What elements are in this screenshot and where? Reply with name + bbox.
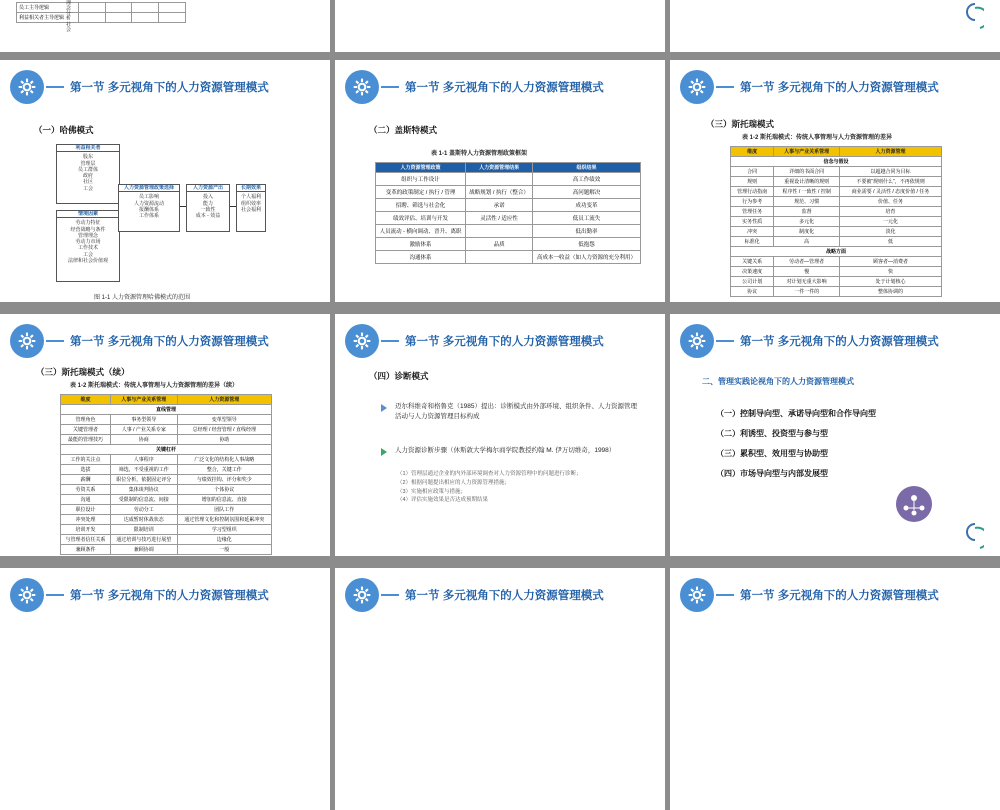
table-cell: 沟通体系 bbox=[376, 251, 466, 264]
storey-table: 维度 人事与产业关系管理 人力资源管理 信念与假设 合同 详细的书面合同 以超越合同为目标 规则 重视设计清晰的规则 不要被“规则什么”，不再依规则 管理行动指南 程序性 / 一致性 / 控制 商业需要 / 灵活性 / 态度价值 / 任务 行为参考 规范、习惯 价值、任务 管理任务 监督 培育 实务性质 多元化 一元化 冲突 制度化 淡化 标准化 高 低 战略方面 关键关系 劳动者—管理者 顾客者—消费者 决策速度 慢 快 公司计划 对计划无重大影响 处于计划核心 协议 一件一件的 整体协调的 bbox=[730, 146, 942, 297]
table-row bbox=[731, 167, 942, 177]
table-cell bbox=[466, 225, 533, 238]
box-stakeholders: 利益相关者 股东 管理层 员工群体 政府 社区 工会 bbox=[56, 144, 120, 204]
table-cell: 与管理者信任关系 bbox=[61, 535, 111, 545]
slide-header-title: 第一节 多元视角下的人力资源管理模式 bbox=[740, 336, 939, 348]
slide-thumbnail-partial-4[interactable] bbox=[0, 568, 330, 810]
table-row bbox=[61, 525, 272, 535]
slide-thumbnail-storey[interactable] bbox=[670, 60, 1000, 302]
table-cell: 事务型领导 bbox=[110, 415, 177, 425]
table-cell: 对计划无重大影响 bbox=[774, 277, 840, 287]
logo-icon bbox=[966, 522, 984, 552]
table-cell: 关键管理者 bbox=[61, 425, 111, 435]
table-cell: 薪酬 bbox=[61, 475, 111, 485]
table-cell bbox=[466, 173, 533, 186]
table-cell: 制度化 bbox=[774, 227, 840, 237]
triangle-bullet-icon bbox=[381, 404, 387, 412]
gear-icon bbox=[680, 70, 714, 104]
table-cell: 规范、习惯 bbox=[774, 197, 840, 207]
table-row bbox=[731, 287, 942, 297]
table-cell: 人事程序 bbox=[110, 455, 177, 465]
slide-header-title: 第一节 多元视角下的人力资源管理模式 bbox=[70, 82, 269, 94]
table-row bbox=[61, 455, 272, 465]
table-cell: 增加的信息流、直接 bbox=[177, 495, 271, 505]
table-cell: 高 bbox=[774, 237, 840, 247]
table-row bbox=[61, 545, 272, 555]
table-cell: 筛选，不受重视的工作 bbox=[110, 465, 177, 475]
section-subtitle: （三）斯托瑞模式 bbox=[706, 119, 775, 129]
table-cell: 低抱怨 bbox=[533, 238, 641, 251]
table-cell: 人事 / 产业关系专家 bbox=[110, 425, 177, 435]
table-cell: 变革的政策制定 / 执行 / 管理 bbox=[376, 186, 466, 199]
table-cell: 职位分析，依据固定评分 bbox=[110, 475, 177, 485]
table-section-row: 直线管理 bbox=[61, 405, 272, 415]
section-subtitle: （一）哈佛模式 bbox=[34, 125, 94, 135]
slide-thumbnail-harvard[interactable] bbox=[0, 60, 330, 302]
gear-icon bbox=[680, 578, 714, 612]
table-cell: 限制培训 bbox=[110, 525, 177, 535]
table-row bbox=[731, 267, 942, 277]
table-cell: 一件一件的 bbox=[774, 287, 840, 297]
slide-header-title: 第一节 多元视角下的人力资源管理模式 bbox=[405, 82, 604, 94]
table-row bbox=[376, 251, 641, 264]
table-cell: 商业需要 / 灵活性 / 态度价值 / 任务 bbox=[840, 187, 942, 197]
slide-header-title: 第一节 多元视角下的人力资源管理模式 bbox=[405, 336, 604, 348]
table-cell: 战略规划 / 执行（整合） bbox=[466, 186, 533, 199]
partial-vertical-label: 理念分析 社会 bbox=[65, 0, 71, 32]
table-cell: 个体协议 bbox=[177, 485, 271, 495]
triangle-bullet-icon bbox=[381, 448, 387, 456]
section-title: 二、管理实践论视角下的人力资源管理模式 bbox=[702, 377, 854, 386]
table-row bbox=[731, 177, 942, 187]
table-cell bbox=[466, 251, 533, 264]
table-caption: 表 1-1 盖斯特人力资源管理政策框架 bbox=[431, 151, 528, 157]
gear-icon bbox=[345, 578, 379, 612]
table-section-row: 战略方面 bbox=[731, 247, 942, 257]
box-hr-outcomes: 人力资源产出 投入 能力 一致性 成本 - 效益 bbox=[186, 184, 230, 232]
table-row bbox=[376, 225, 641, 238]
box-long-term: 长期效果 个人福利 组织效率 社会福利 bbox=[236, 184, 266, 232]
table-cell: 人员流动 - 横向调动、晋升、离职 bbox=[376, 225, 466, 238]
table-cell: 程序性 / 一致性 / 控制 bbox=[774, 187, 840, 197]
slide-thumbnail-guest[interactable] bbox=[335, 60, 665, 302]
table-cell: 学习型组织 bbox=[177, 525, 271, 535]
section-subtitle: （四）诊断模式 bbox=[369, 371, 429, 381]
box-situational-factors: 情境因素 劳动力特征 经营战略与条件 管理理念 劳动力市场 工作技术 工会 法律和社会价值观 bbox=[56, 210, 120, 282]
table-row bbox=[731, 187, 942, 197]
table-cell: 变革型领导 bbox=[177, 415, 271, 425]
table-cell: 整合，关键工作 bbox=[177, 465, 271, 475]
table-cell: 处于计划核心 bbox=[840, 277, 942, 287]
slide-thumbnail-partial-1[interactable] bbox=[0, 0, 330, 52]
table-cell: 品质 bbox=[466, 238, 533, 251]
people-network-icon bbox=[894, 484, 934, 524]
table-cell: 冲突 bbox=[731, 227, 774, 237]
table-cell: 监督 bbox=[774, 207, 840, 217]
table-row bbox=[731, 207, 942, 217]
section-subtitle: （二）盖斯特模式 bbox=[369, 125, 438, 135]
table-row bbox=[61, 505, 272, 515]
table-row bbox=[731, 217, 942, 227]
table-section-row: 关键杠杆 bbox=[61, 445, 272, 455]
table-cell: 受限制的信息流、间接 bbox=[110, 495, 177, 505]
table-row bbox=[61, 415, 272, 425]
table-cell: 不要被“规则什么”，不再依规则 bbox=[840, 177, 942, 187]
table-cell: 灵活性 / 适应性 bbox=[466, 212, 533, 225]
table-row bbox=[61, 465, 272, 475]
table-cell: 重视设计清晰的规则 bbox=[774, 177, 840, 187]
table-cell: 价值、任务 bbox=[840, 197, 942, 207]
table-row bbox=[61, 515, 272, 525]
table-row bbox=[731, 257, 942, 267]
gear-icon bbox=[10, 70, 44, 104]
table-row bbox=[61, 435, 272, 445]
table-row bbox=[731, 197, 942, 207]
table-cell: 关键关系 bbox=[731, 257, 774, 267]
table-row bbox=[376, 212, 641, 225]
table-row bbox=[376, 238, 641, 251]
logo-icon bbox=[966, 2, 984, 32]
table-cell: 选拔 bbox=[61, 465, 111, 475]
table-caption: 表 1-2 斯托瑞模式：传统人事管理与人力资源管理的差异 bbox=[742, 135, 893, 141]
table-cell: 以超越合同为目标 bbox=[840, 167, 942, 177]
table-cell: 决策速度 bbox=[731, 267, 774, 277]
gear-icon bbox=[10, 578, 44, 612]
slide-header-title: 第一节 多元视角下的人力资源管理模式 bbox=[70, 336, 269, 348]
table-cell: 组织与工作设计 bbox=[376, 173, 466, 186]
slide-header-title: 第一节 多元视角下的人力资源管理模式 bbox=[740, 590, 939, 602]
table-cell: 边缘化 bbox=[177, 535, 271, 545]
table-row bbox=[376, 199, 641, 212]
table-cell: 高问题解决 bbox=[533, 186, 641, 199]
bullet-1: 迈尔科维奇和格鲁克（1985）提出：诊断模式由外部环境、组织条件、人力资源管理活动与人力资源管理目标构成 bbox=[381, 402, 637, 422]
practice-item-1: （一）控制导向型、承诺导向型和合作导向型 bbox=[716, 409, 876, 418]
slide-thumbnail-partial-2[interactable] bbox=[335, 0, 665, 52]
table-cell: 招聘、筛选与社会化 bbox=[376, 199, 466, 212]
table-cell: 劳资关系 bbox=[61, 485, 111, 495]
table-cell: 多元化 bbox=[774, 217, 840, 227]
practice-item-4: （四）市场导向型与内部发展型 bbox=[716, 469, 828, 478]
box-hrm-policy: 人力资源管理政策选择 员工影响 人力资源流动 报酬体系 工作体系 bbox=[118, 184, 180, 232]
table-cell: 培育 bbox=[840, 207, 942, 217]
table-cell: 低出勤率 bbox=[533, 225, 641, 238]
table-cell: 管理角色 bbox=[61, 415, 111, 425]
table-cell: 快 bbox=[840, 267, 942, 277]
table-cell: 一元化 bbox=[840, 217, 942, 227]
table-cell: 整体协调的 bbox=[840, 287, 942, 297]
table-cell: 慢 bbox=[774, 267, 840, 277]
table-cell: 培训开发 bbox=[61, 525, 111, 535]
table-cell: 沟通 bbox=[61, 495, 111, 505]
table-row bbox=[61, 535, 272, 545]
table-row bbox=[61, 495, 272, 505]
gear-icon bbox=[680, 324, 714, 358]
table-cell: 达成暂时休战状态 bbox=[110, 515, 177, 525]
table-row bbox=[61, 475, 272, 485]
bullet-2: 人力资源诊断步骤（休斯敦大学梅尔商学院教授约翰 M. 伊万切维奇，1998） bbox=[381, 446, 637, 456]
practice-item-3: （三）累积型、效用型与协助型 bbox=[716, 449, 828, 458]
table-cell: 协商 bbox=[110, 435, 177, 445]
table-cell: 一般 bbox=[177, 545, 271, 555]
partial-row-2: 利益相关者主导逻辑 bbox=[17, 13, 79, 23]
table-cell: 劳动者—管理者 bbox=[774, 257, 840, 267]
table-cell: 低员工流失 bbox=[533, 212, 641, 225]
table-cell: 合同 bbox=[731, 167, 774, 177]
table-cell: 顾客者—消费者 bbox=[840, 257, 942, 267]
table-cell: 行为参考 bbox=[731, 197, 774, 207]
table-cell: 成功变革 bbox=[533, 199, 641, 212]
table-cell: 与绩效挂钩、评分和奖少 bbox=[177, 475, 271, 485]
table-cell: 低 bbox=[840, 237, 942, 247]
slide-thumbnail-partial-6[interactable] bbox=[670, 568, 1000, 810]
table-cell: 承诺 bbox=[466, 199, 533, 212]
table-cell: 管理行动指南 bbox=[731, 187, 774, 197]
table-cell: 绩效评估、培训与开发 bbox=[376, 212, 466, 225]
table-cell: 通过培训与技巧进行展望 bbox=[110, 535, 177, 545]
table-cell: 详细的书面合同 bbox=[774, 167, 840, 177]
section-subtitle: （三）斯托瑞模式（续） bbox=[36, 367, 130, 377]
table-cell: 管理任务 bbox=[731, 207, 774, 217]
table-section-row: 信念与假设 bbox=[731, 157, 942, 167]
table-row bbox=[376, 173, 641, 186]
table-cell: 规则 bbox=[731, 177, 774, 187]
table-row bbox=[61, 425, 272, 435]
table-cell: 高工作绩效 bbox=[533, 173, 641, 186]
table-cell: 冲突处理 bbox=[61, 515, 111, 525]
slide-thumbnail-storey-continued[interactable] bbox=[0, 314, 330, 556]
table-cell: 总经理 / 经营管理 / 直线经理 bbox=[177, 425, 271, 435]
slide-thumbnail-diagnostic[interactable] bbox=[335, 314, 665, 556]
diagnostic-steps: （1）管理层通过企业的内外部环境调查对人力资源管理中的问题进行诊断； （2）根据问题提出相应的人力资源管理措施； （3）实施相应政策与措施； （4）评估实施效果是否达成预期结果 bbox=[397, 471, 582, 504]
table-cell: 高成本一收益（如人力资源的充分利用） bbox=[533, 251, 641, 264]
table-cell: 协助 bbox=[177, 435, 271, 445]
table-cell: 兼顾条件 bbox=[61, 545, 111, 555]
table-cell: 广泛文化的结构化人事战略 bbox=[177, 455, 271, 465]
table-cell: 协议 bbox=[731, 287, 774, 297]
practice-item-2: （二）利诱型、投资型与参与型 bbox=[716, 429, 828, 438]
partial-table bbox=[16, 2, 186, 23]
table-cell: 最能的管理技巧 bbox=[61, 435, 111, 445]
table-row bbox=[731, 227, 942, 237]
partial-row-1: 员工主导逻辑 bbox=[17, 3, 79, 13]
guest-table: 人力资源管理政策 人力资源管理结果 组织结果 组织与工作设计 高工作绩效 变革的政策制定 / 执行 / 管理 战略规划 / 执行（整合） 高问题解决 招聘、筛选与社会化 承诺 成功变革 绩效评估、培训与开发 灵活性 / 适应性 低员工流失 人员流动 - 横向调动、晋升、离职 低出勤率 激励体系 品质 低抱怨 沟通体系 高成本一收益（如人力资源的充分利用） bbox=[375, 162, 641, 264]
table-caption: 表 1-2 斯托瑞模式：传统人事管理与人力资源管理的差异（续） bbox=[70, 383, 239, 389]
table-row bbox=[61, 485, 272, 495]
slide-header-title: 第一节 多元视角下的人力资源管理模式 bbox=[405, 590, 604, 602]
table-row bbox=[376, 186, 641, 199]
slide-thumbnail-partial-3[interactable] bbox=[670, 0, 1000, 52]
slide-thumbnail-practice[interactable] bbox=[670, 314, 1000, 556]
table-cell: 兼顾协调 bbox=[110, 545, 177, 555]
table-cell: 公司计划 bbox=[731, 277, 774, 287]
table-cell: 激励体系 bbox=[376, 238, 466, 251]
slide-header-title: 第一节 多元视角下的人力资源管理模式 bbox=[740, 82, 939, 94]
slide-header-title: 第一节 多元视角下的人力资源管理模式 bbox=[70, 590, 269, 602]
table-cell: 工作的关注点 bbox=[61, 455, 111, 465]
figure-caption: 图 1-1 人力资源管理哈佛模式的范围 bbox=[94, 295, 191, 301]
gear-icon bbox=[10, 324, 44, 358]
gear-icon bbox=[345, 70, 379, 104]
table-cell: 淡化 bbox=[840, 227, 942, 237]
table-cell: 标准化 bbox=[731, 237, 774, 247]
table-row bbox=[731, 277, 942, 287]
table-cell: 实务性质 bbox=[731, 217, 774, 227]
gear-icon bbox=[345, 324, 379, 358]
table-cell: 通过管理文化和控制氛围和延累冲突 bbox=[177, 515, 271, 525]
slide-thumbnail-partial-5[interactable] bbox=[335, 568, 665, 810]
table-cell: 集体谈判协议 bbox=[110, 485, 177, 495]
table-cell: 职位设计 bbox=[61, 505, 111, 515]
table-cell: 劳动分工 bbox=[110, 505, 177, 515]
storey-table-continued: 维度 人事与产业关系管理 人力资源管理 直线管理 管理角色 事务型领导 变革型领导 关键管理者 人事 / 产业关系专家 总经理 / 经营管理 / 直线经理 最能的管理技巧 协商 协助 关键杠杆 工作的关注点 人事程序 广泛文化的结构化人事战略 选拔 筛选，不受重视的工作 整合，关键工作 薪酬 职位分析，依据固定评分 与绩效挂钩、评分和奖少 劳资关系 集体谈判协议 个体协议 沟通 受限制的信息流、间接 增加的信息流、直接 职位设计 劳动分工 团队工作 冲突处理 达成暂时休战状态 通过管理文化和控制氛围和延累冲突 培训开发 限制培训 学习型组织 与管理者信任关系 通过培训与技巧进行展望 边缘化 兼顾条件 兼顾协调 一般 bbox=[60, 394, 272, 555]
table-cell: 团队工作 bbox=[177, 505, 271, 515]
table-row bbox=[731, 237, 942, 247]
